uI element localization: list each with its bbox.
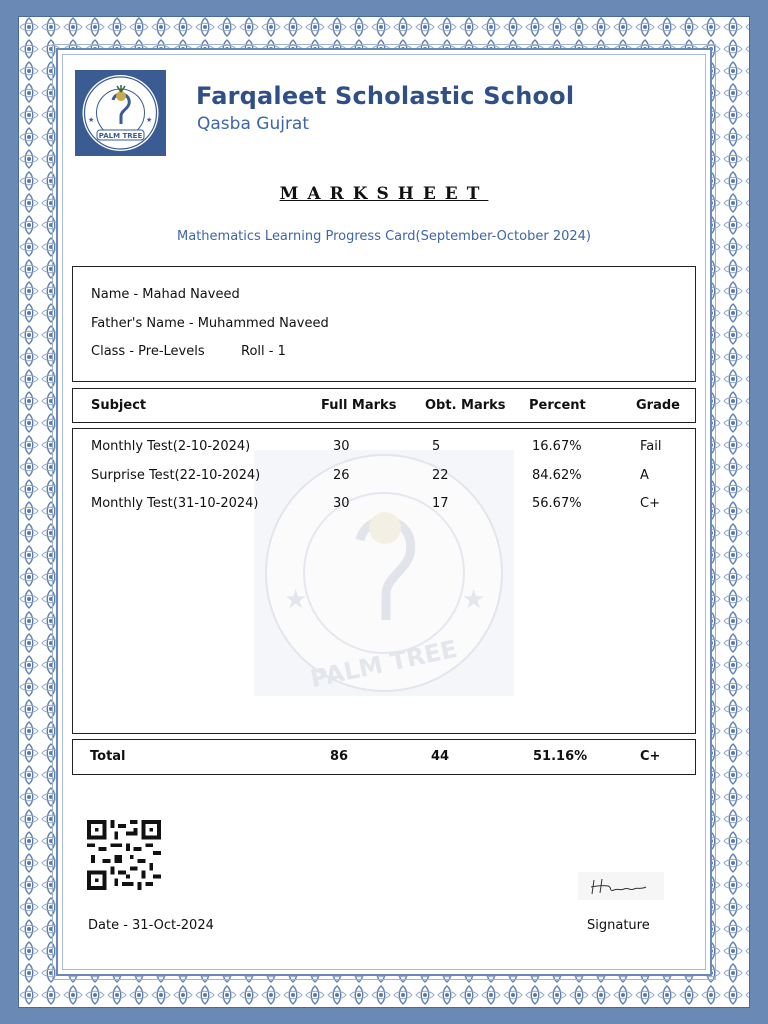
header-full-marks: Full Marks <box>321 398 397 413</box>
student-info-box <box>72 266 696 382</box>
school-logo <box>75 70 166 156</box>
school-name: Farqaleet Scholastic School <box>196 82 575 110</box>
total-grade: C+ <box>640 749 661 764</box>
palm-tree-emblem-icon <box>75 70 166 156</box>
table-header <box>72 388 696 423</box>
issue-date: Date - 31-Oct-2024 <box>88 918 214 933</box>
row-obt-marks: 17 <box>432 496 449 511</box>
row-subject: Surprise Test(22-10-2024) <box>91 468 261 483</box>
student-name: Name - Mahad Naveed <box>91 287 240 302</box>
father-name: Father's Name - Muhammed Naveed <box>91 316 329 331</box>
row-full-marks: 30 <box>333 496 350 511</box>
signature-label: Signature <box>587 918 650 933</box>
qr-code-icon <box>86 820 162 890</box>
svg-text:★: ★ <box>284 585 308 615</box>
total-label: Total <box>90 749 126 764</box>
student-roll: Roll - 1 <box>241 344 286 359</box>
header-subject: Subject <box>91 398 147 413</box>
row-percent: 56.67% <box>532 496 582 511</box>
total-obt-marks: 44 <box>431 749 450 764</box>
svg-text:PALM TREE: PALM TREE <box>98 132 143 140</box>
svg-text:★: ★ <box>462 585 486 615</box>
svg-text:★: ★ <box>88 116 95 124</box>
marksheet-title: MARKSHEET <box>279 184 489 204</box>
row-obt-marks: 22 <box>432 468 449 483</box>
signature-scribble-icon <box>578 872 664 900</box>
marksheet-subtitle: Mathematics Learning Progress Card(September-October 2024) <box>177 229 591 244</box>
svg-text:★: ★ <box>146 116 153 124</box>
row-full-marks: 30 <box>333 439 350 454</box>
row-grade: C+ <box>640 496 660 511</box>
header-grade: Grade <box>636 398 680 413</box>
row-grade: Fail <box>640 439 662 454</box>
row-subject: Monthly Test(31-10-2024) <box>91 496 259 511</box>
total-percent: 51.16% <box>533 749 588 764</box>
row-percent: 84.62% <box>532 468 582 483</box>
signature-image <box>578 872 664 900</box>
row-obt-marks: 5 <box>432 439 441 454</box>
row-grade: A <box>640 468 649 483</box>
school-town: Qasba Gujrat <box>197 114 310 134</box>
total-row <box>72 739 696 775</box>
header-obt-marks: Obt. Marks <box>425 398 506 413</box>
header-percent: Percent <box>529 398 586 413</box>
svg-text:PALM TREE: PALM TREE <box>307 634 460 694</box>
table-body <box>72 428 696 734</box>
row-subject: Monthly Test(2-10-2024) <box>91 439 251 454</box>
row-full-marks: 26 <box>333 468 350 483</box>
total-full-marks: 86 <box>330 749 349 764</box>
student-class: Class - Pre-Levels <box>91 344 205 359</box>
row-percent: 16.67% <box>532 439 582 454</box>
